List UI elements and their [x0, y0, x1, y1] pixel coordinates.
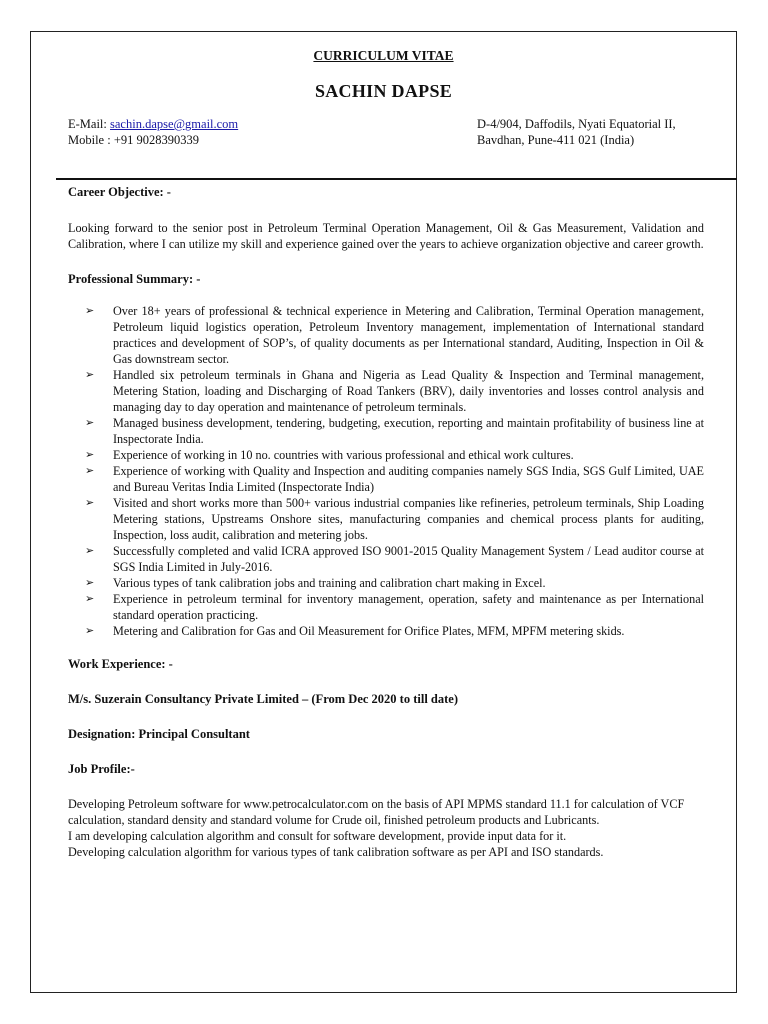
- job-profile-line-2: I am developing calculation algorithm and consult for software development, provide input data for it.: [68, 829, 567, 843]
- professional-summary-heading: Professional Summary: -: [68, 272, 201, 286]
- job-profile-line-1: Developing Petroleum software for www.petrocalculator.com on the basis of API MPMS standard 11.1 for calculation of VCF calculation, standard density and standard volume for Crude oil, finished petroleum products and Lubricants.: [68, 797, 685, 827]
- career-objective-heading: Career Objective: -: [68, 185, 171, 199]
- summary-item-text: Experience of working with Quality and Inspection and auditing companies namely SGS India, SGS Gulf Limited, UAE and Bureau Veritas India Limited (Inspectorate India): [113, 464, 704, 494]
- summary-item: [85, 495, 704, 543]
- summary-item-text: Visited and short works more than 500+ various industrial companies like refineries, petroleum terminals, Ship Loading Metering stations, Upstreams Onshore sites, manufacturing companies and chemical process plants for auditing, Inspection, loss audit, calibration and metering jobs.: [113, 496, 704, 542]
- summary-item: [85, 463, 704, 495]
- company-line: M/s. Suzerain Consultancy Private Limited – (From Dec 2020 to till date): [68, 692, 458, 706]
- summary-item-text: Metering and Calibration for Gas and Oil Measurement for Orifice Plates, MFM, MPFM metering skids.: [113, 624, 625, 638]
- address-line-2: Bavdhan, Pune-411 021 (India): [477, 133, 635, 147]
- summary-item-text: Handled six petroleum terminals in Ghana and Nigeria as Lead Quality & Inspection and Terminal management, Metering Station, loading and Discharging of Road Tankers (BRV), daily inventories and losses control analysis and managing day to day operation and maintenance of petroleum terminals.: [113, 368, 704, 414]
- summary-item: [85, 367, 704, 415]
- arrow-bullet-icon: ➢: [85, 496, 95, 509]
- summary-item: [85, 543, 704, 575]
- address-block: [477, 116, 727, 148]
- summary-item: [85, 447, 704, 463]
- summary-item: [85, 623, 704, 639]
- professional-summary-list: [68, 303, 704, 639]
- mobile-line: Mobile : +91 9028390339: [68, 133, 200, 147]
- job-profile-text: [68, 796, 704, 860]
- arrow-bullet-icon: ➢: [85, 448, 95, 461]
- arrow-bullet-icon: ➢: [85, 592, 95, 605]
- email-label: E-Mail:: [68, 117, 111, 131]
- arrow-bullet-icon: ➢: [85, 624, 95, 637]
- job-profile-line-3: Developing calculation algorithm for various types of tank calibration software as per API and ISO standards.: [68, 845, 604, 859]
- email-link[interactable]: sachin.dapse@gmail.com: [110, 117, 239, 131]
- arrow-bullet-icon: ➢: [85, 576, 95, 589]
- summary-item-text: Experience in petroleum terminal for inventory management, operation, safety and maintenance as per International standard operation practicing.: [113, 592, 704, 622]
- arrow-bullet-icon: ➢: [85, 464, 95, 477]
- summary-item-text: Successfully completed and valid ICRA approved ISO 9001-2015 Quality Management System / Lead auditor course at SGS India Limited in July-2016.: [113, 544, 704, 574]
- summary-item: [85, 575, 704, 591]
- document-title: CURRICULUM VITAE: [313, 48, 454, 63]
- summary-item: [85, 415, 704, 447]
- work-experience-heading: Work Experience: -: [68, 657, 173, 671]
- summary-item-text: Over 18+ years of professional & technical experience in Metering and Calibration, Terminal Operation management, Petroleum liquid logistics operation, Petroleum Inventory management, implementation of International standard practices and development of SOP’s, of quality documents as per International standard, Auditing, Inspection in Oil & Gas downstream sector.: [113, 304, 704, 366]
- job-profile-heading: Job Profile:-: [68, 762, 135, 776]
- arrow-bullet-icon: ➢: [85, 416, 95, 429]
- resume-content: [68, 184, 704, 860]
- contact-block: [68, 116, 238, 148]
- arrow-bullet-icon: ➢: [85, 304, 95, 317]
- candidate-name: SACHIN DAPSE: [314, 81, 453, 101]
- address-line-1: D-4/904, Daffodils, Nyati Equatorial II,: [477, 117, 676, 131]
- resume-page: [30, 31, 737, 993]
- designation-line: Designation: Principal Consultant: [68, 727, 250, 741]
- summary-item-text: Various types of tank calibration jobs and training and calibration chart making in Excel.: [113, 576, 546, 590]
- summary-item-text: Managed business development, tendering, budgeting, execution, reporting and maintain profitability of business line at Inspectorate India.: [113, 416, 704, 446]
- summary-item-text: Experience of working in 10 no. countries with various professional and ethical work cultures.: [113, 448, 574, 462]
- header-divider: [56, 178, 737, 180]
- summary-item: [85, 591, 704, 623]
- email-line: [68, 116, 238, 132]
- summary-item: [85, 303, 704, 367]
- arrow-bullet-icon: ➢: [85, 544, 95, 557]
- career-objective-text: Looking forward to the senior post in Petroleum Terminal Operation Management, Oil & Gas Measurement, Validation and Calibration, where I can utilize my skill and experience gained over the years to achieve organization objective and career growth.: [68, 221, 704, 251]
- arrow-bullet-icon: ➢: [85, 368, 95, 381]
